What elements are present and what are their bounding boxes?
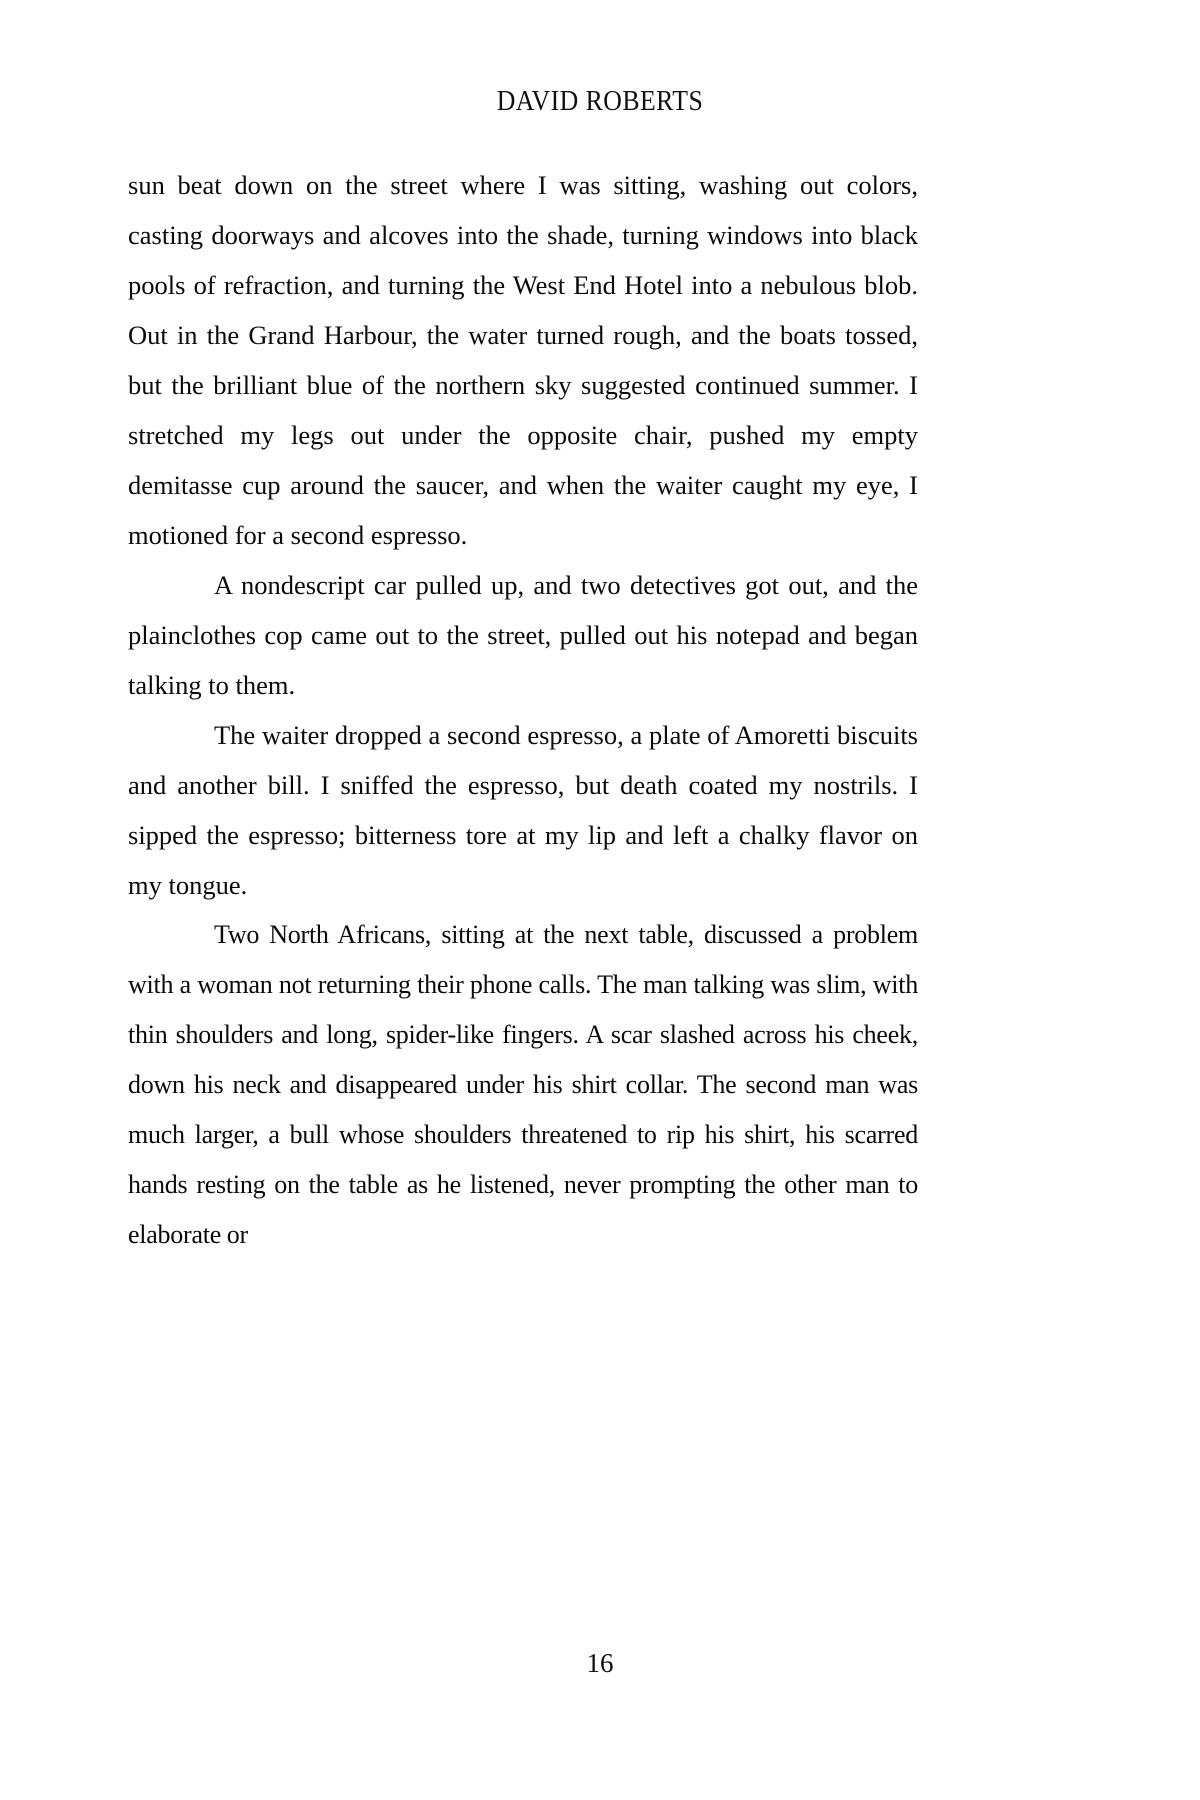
paragraph-1: sun beat down on the street where I was sitting, washing out colors, casting doorways and alcoves into the shade, turning windows into black pools of refraction, and turning the West End Hotel into a nebulous blob. Out in the Grand Harbour, the water turned rough, and the boats tossed, but the brilliant blue of the northern sky suggested continued summer. I stretched my legs out under the opposite chair, pushed my empty demitasse cup around the saucer, and when the waiter caught my eye, I motioned for a second espresso. (128, 170, 918, 550)
paragraph-4: Two North Africans, sitting at the next table, discussed a problem with a woman not returning their phone calls. The man talking was slim, with thin shoulders and long, spider-like fingers. A scar slashed across his cheek, down his neck and disappeared under his shirt collar. The second man was much larger, a bull whose shoulders threatened to rip his shirt, his scarred hands resting on the table as he listened, never prompting the other man to elaborate or (128, 920, 918, 1249)
page-number: 16 (586, 1648, 614, 1678)
body-text-block (128, 160, 918, 1260)
running-head: DAVID ROBERTS (496, 86, 704, 117)
paragraph-2: A nondescript car pulled up, and two detectives got out, and the plainclothes cop came out to the street, pulled out his notepad and began talking to them. (128, 570, 918, 700)
paragraph-3: The waiter dropped a second espresso, a plate of Amoretti biscuits and another bill. I sniffed the espresso, but death coated my nostrils. I sipped the espresso; bitterness tore at my lip and left a chalky flavor on my tongue. (128, 720, 918, 900)
